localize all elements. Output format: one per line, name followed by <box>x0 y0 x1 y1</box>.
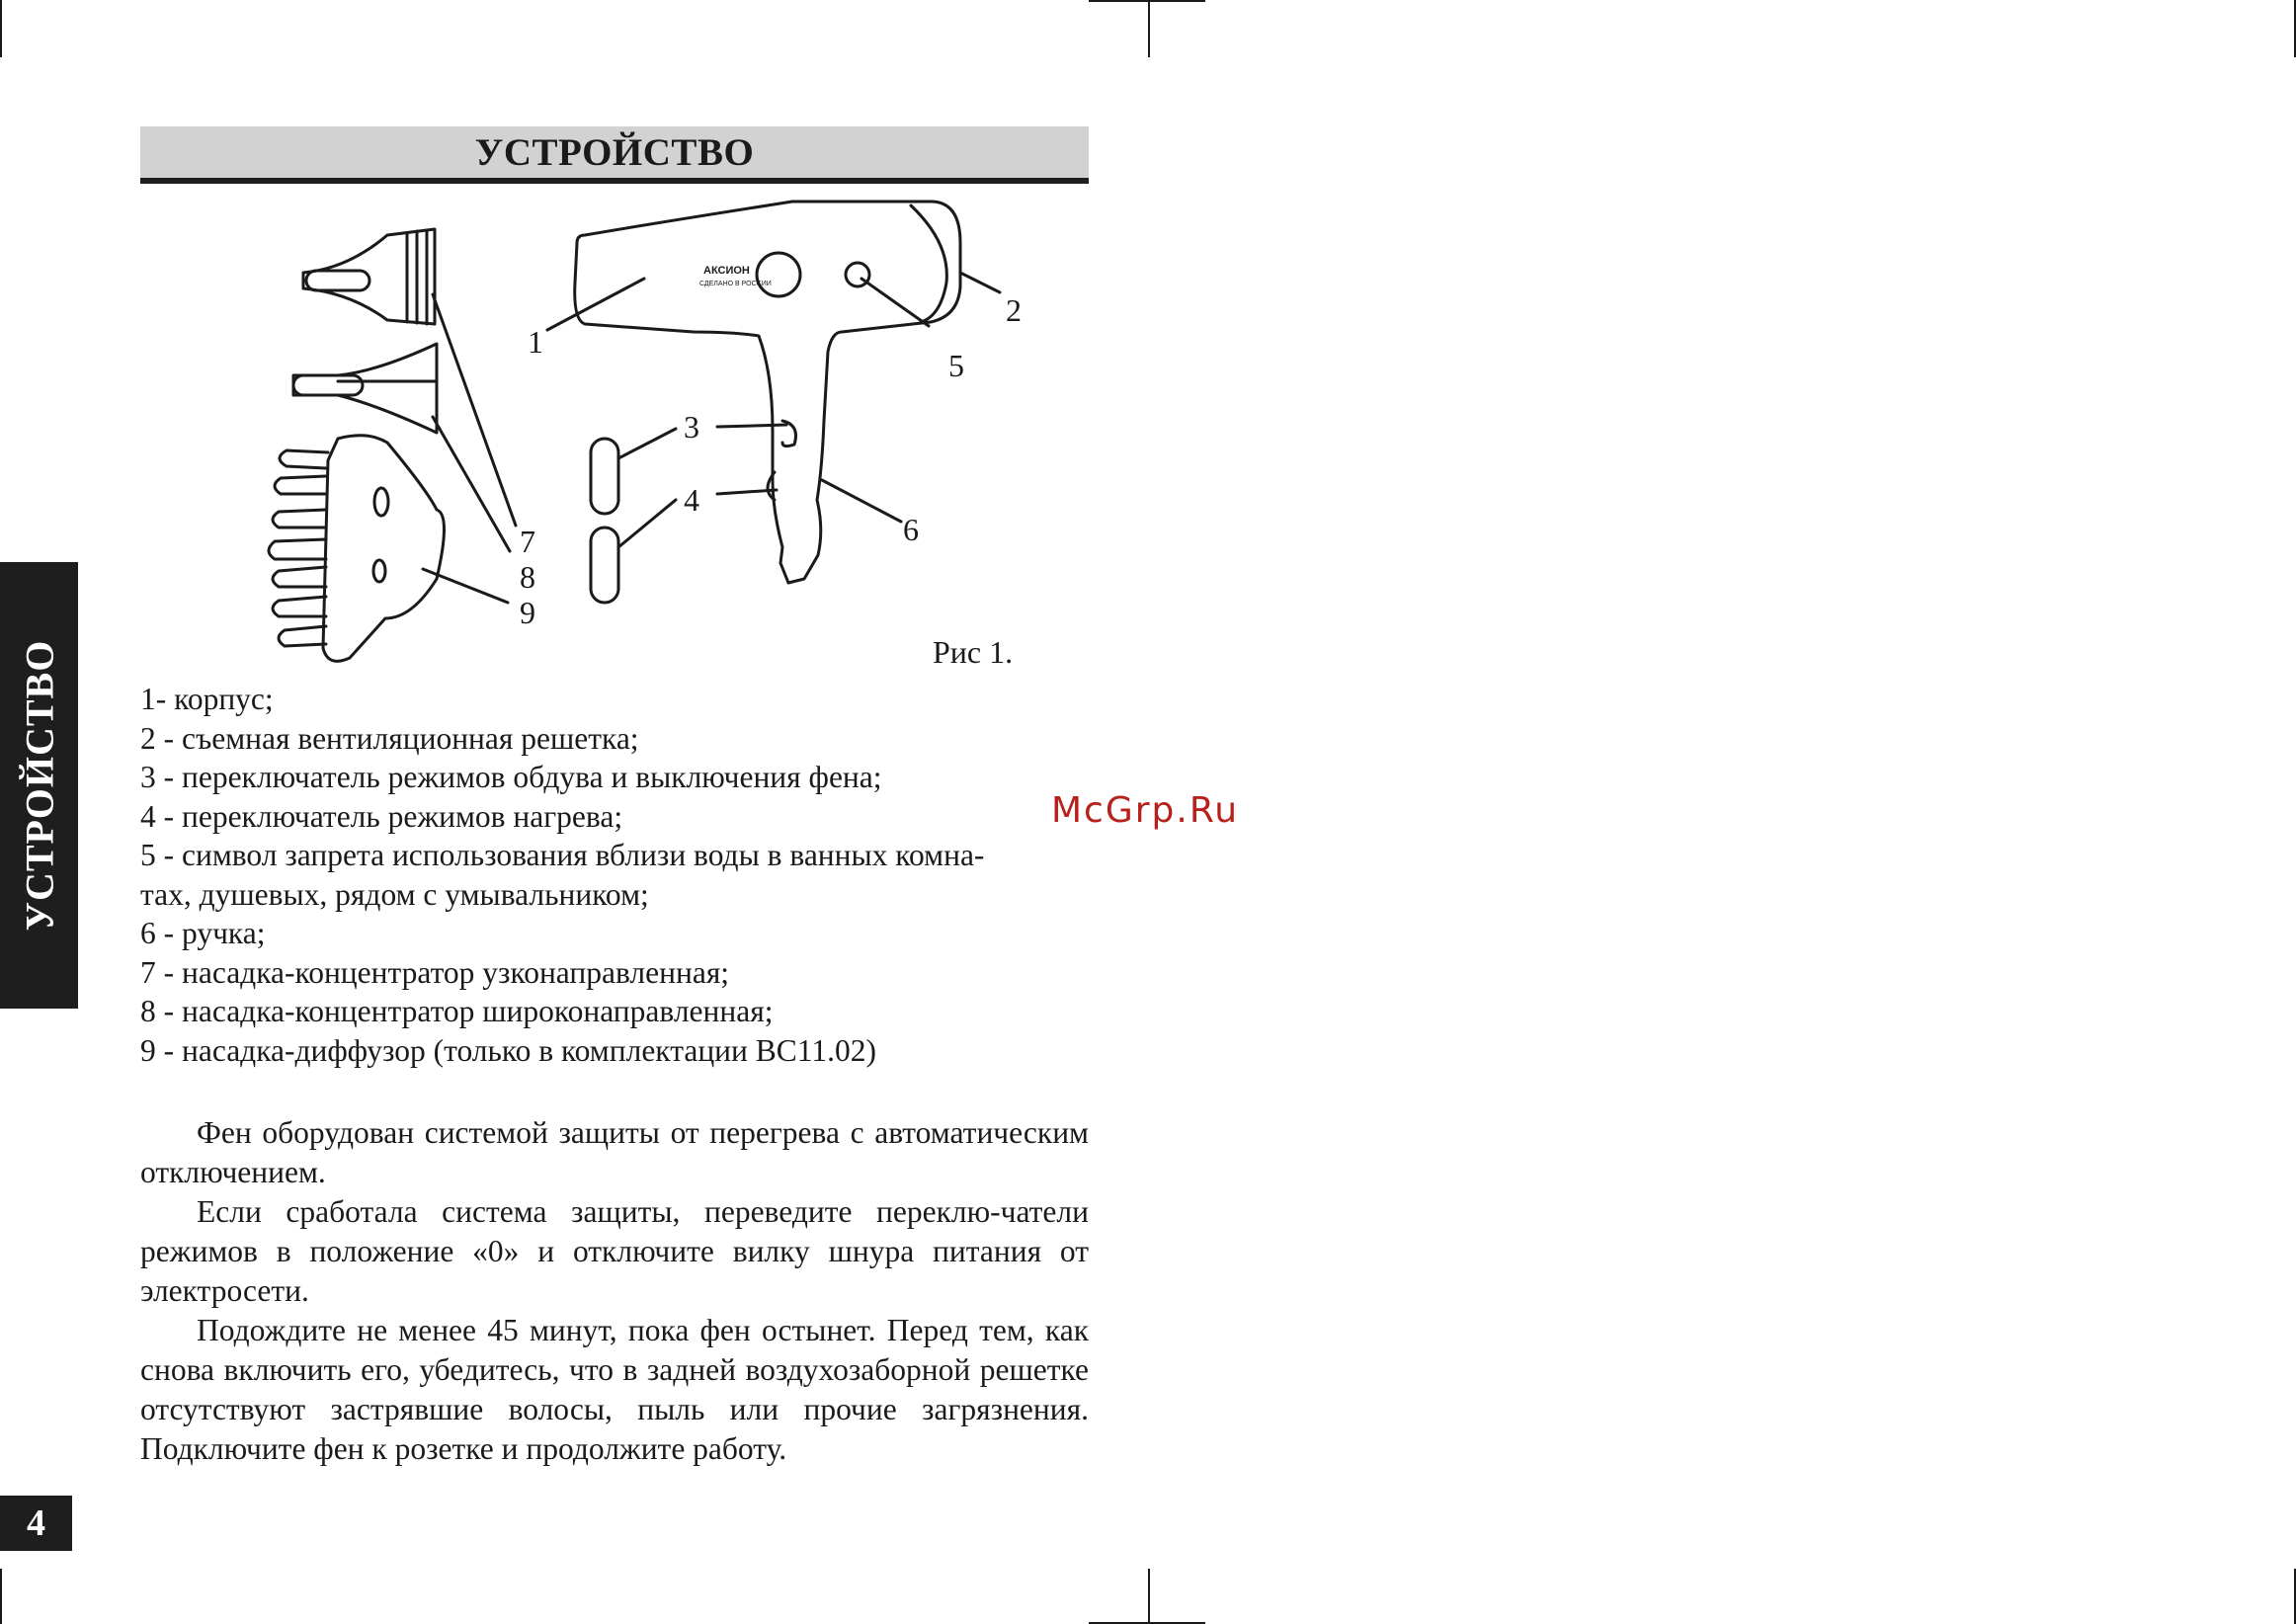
paragraph: Если сработала система защиты, переведите переклю-чатели режимов в положение «0» и отключите вилку шнура питания от электросети. <box>140 1194 1089 1308</box>
list-item: 9 - насадка-диффузор (только в комплектации ВС11.02) <box>140 1032 876 1068</box>
callout-8: 8 <box>520 559 535 595</box>
device-figure <box>140 184 1089 684</box>
callout-6: 6 <box>903 512 919 547</box>
diffuser-nozzle <box>269 436 445 662</box>
callout-4: 4 <box>684 482 699 518</box>
brand-sub: СДЕЛАНО В РОССИИ <box>699 281 772 287</box>
leader-3 <box>717 425 786 427</box>
section-header <box>140 126 1089 184</box>
leader-9 <box>423 569 508 603</box>
callout-2: 2 <box>1006 292 1022 328</box>
switch-4-detail <box>591 528 618 603</box>
list-item: 6 - ручка; <box>140 916 266 950</box>
callout-1: 1 <box>528 324 543 360</box>
callout-9: 9 <box>520 595 535 630</box>
list-item: 8 - насадка-концентратор широконаправленная; <box>140 994 774 1028</box>
crop-mark <box>1148 0 1150 57</box>
leader-4-detail <box>618 500 676 547</box>
leader-6 <box>822 480 901 522</box>
list-item: 3 - переключатель режимов обдува и выключения фена; <box>140 760 882 794</box>
crop-mark <box>1089 0 1205 2</box>
crop-mark <box>1148 1569 1150 1624</box>
callout-7: 7 <box>520 524 535 559</box>
list-item: 7 - насадка-концентратор узконаправленная; <box>140 954 730 990</box>
switch-3-detail <box>591 439 618 514</box>
crop-mark <box>0 1569 2 1624</box>
leader-3-detail <box>618 429 676 458</box>
list-item: 4 - переключатель режимов нагрева; <box>140 798 623 834</box>
list-item: 1- корпус; <box>140 682 274 716</box>
parts-list <box>140 680 1089 1070</box>
brand-logo: АКСИОН <box>703 265 750 277</box>
leader-2 <box>960 273 1000 292</box>
paragraph: Фен оборудован системой защиты от перегрева с автоматическим отключением. <box>140 1115 1089 1189</box>
body-text <box>140 1113 1089 1469</box>
list-item: 2 - съемная вентиляционная решетка; <box>140 720 639 756</box>
side-tab-label: УСТРОЙСТВО <box>17 639 61 932</box>
leader-1 <box>547 279 644 330</box>
leader-5 <box>861 279 929 326</box>
list-item: 5 - символ запрета использования вблизи воды в ванных комна- <box>140 838 985 872</box>
section-title: УСТРОЙСТВО <box>474 130 755 174</box>
callout-5: 5 <box>948 348 964 383</box>
callout-3: 3 <box>684 409 699 445</box>
paragraph: Подождите не менее 45 минут, пока фен остынет. Перед тем, как снова включить его, убедитесь, что в задней воздухозаборной решетке отсутствуют застрявшие волосы, пыль или прочие загрязнения. Подключите фен к розетке и продолжите работу. <box>140 1313 1089 1466</box>
crop-mark <box>0 0 2 57</box>
side-section-tab <box>0 562 78 1009</box>
narrow-concentrator-nozzle <box>279 229 435 324</box>
wide-concentrator-nozzle <box>293 344 437 433</box>
page-number: 4 <box>0 1496 72 1551</box>
list-item: тах, душевых, рядом с умывальником; <box>140 876 649 912</box>
watermark-text: McGrp.Ru <box>1051 790 1240 831</box>
figure-caption: Рис 1. <box>933 634 1014 670</box>
